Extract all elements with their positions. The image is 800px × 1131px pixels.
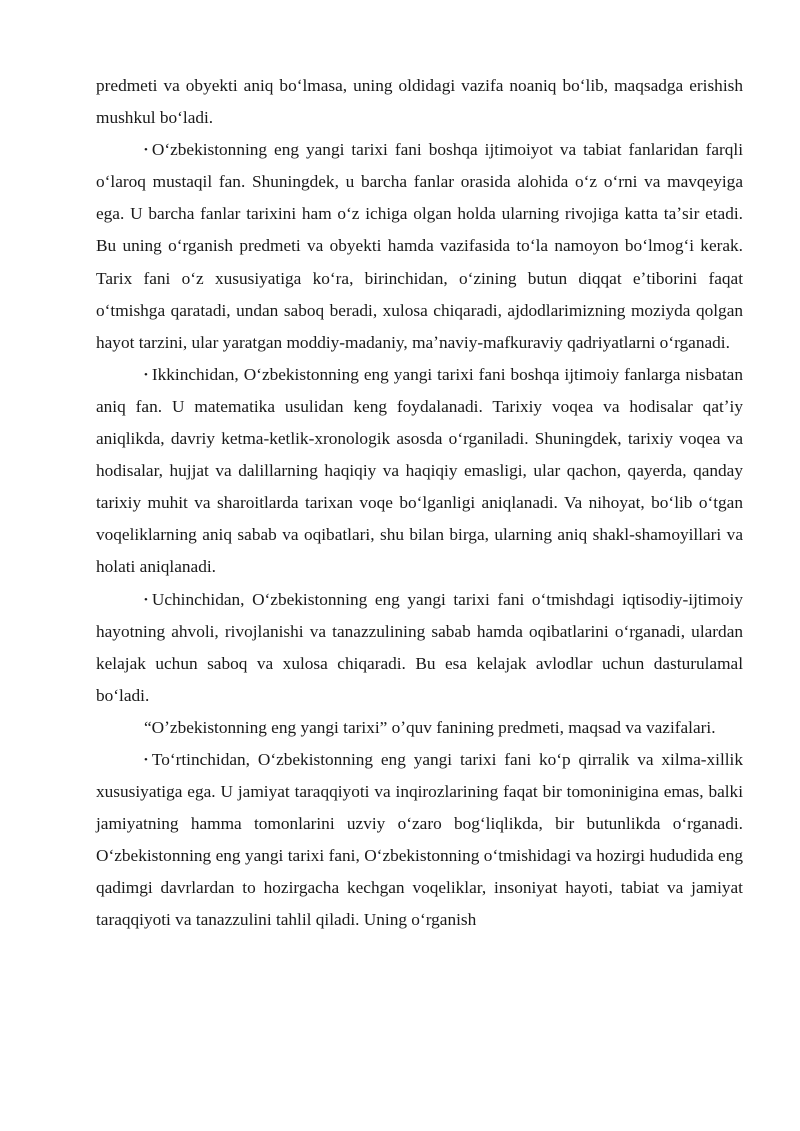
- paragraph-third-point: [96, 584, 743, 712]
- paragraph-continuation: [96, 70, 743, 134]
- paragraph-text: Toʻrtinchidan, Oʻzbekistonning eng yangi tarixi fani koʻp qirralik va xilma-xillik xususiyatiga ega. U jamiyat taraqqiyoti va inqirozlarining faqat bir tomoninigina emas, balki jamiyatning hamma tomonlarini uzviy oʻzaro bogʻliqlikda, bir butunlikda oʻrganadi. Oʻzbekistonning eng yangi tarixi fani, Oʻzbekistonning oʻtmishidagi va hozirgi hududida eng qadimgi davrlardan to hozirgacha kechgan voqeliklar, insoniyat hayoti, tabiat va jamiyat taraqqiyoti va tanazzulini tahlil qiladi. Uning oʻrganish: [96, 749, 743, 930]
- document-body: [96, 70, 743, 937]
- paragraph-fourth-point: [96, 744, 743, 937]
- bullet-icon: •: [144, 144, 148, 157]
- bullet-icon: •: [144, 368, 148, 381]
- paragraph-first-point: [96, 134, 743, 359]
- paragraph-text: Oʻzbekistonning eng yangi tarixi fani boshqa ijtimoiyot va tabiat fanlaridan farqli oʻlaroq mustaqil fan. Shuningdek, u barcha fanlar orasida alohida oʻz oʻrni va mavqeyiga ega. U barcha fanlar tarixini ham oʻz ichiga olgan holda ularning rivojiga katta taʼsir etadi. Bu uning oʻrganish predmeti va obyekti hamda vazifasida toʻla namoyon boʻlmogʻi kerak. Tarix fani oʻz xususiyatiga koʻra, birinchidan, oʻzining butun diqqat eʼtiborini faqat oʻtmishga qaratadi, undan saboq beradi, xulosa chiqaradi, ajdodlarimizning moziyda qolgan hayot tarzini, ular yaratgan moddiy-madaniy, maʼnaviy-mafkuraviy qadriyatlarni oʻrganadi.: [96, 140, 743, 352]
- bullet-icon: •: [144, 753, 148, 766]
- paragraph-text: Uchinchidan, Oʻzbekistonning eng yangi tarixi fani oʻtmishdagi iqtisodiy-ijtimoiy hayotning ahvoli, rivojlanishi va tanazzulining sabab hamda oqibatlarini oʻrganadi, ulardan kelajak uchun saboq va xulosa chiqaradi. Bu esa kelajak avlodlar uchun dasturulamal boʻladi.: [96, 589, 743, 705]
- paragraph-text: Ikkinchidan, Oʻzbekistonning eng yangi tarixi fani boshqa ijtimoiy fanlarga nisbatan aniq fan. U matematika usulidan keng foydalanadi. Tarixiy voqea va hodisalar qatʼiy aniqlikda, davriy ketma-ketlik-xronologik asosda oʻrganiladi. Shuningdek, tarixiy voqea va hodisalar, hujjat va dalillarning haqiqiy va haqiqiy emasligi, ular qachon, qayerda, qanday tarixiy muhit va sharoitlarda tarixan voqe boʻlganligi aniqlanadi. Va nihoyat, boʻlib oʻtgan voqeliklarning aniq sabab va oqibatlari, shu bilan birga, ularning aniq shakl-shamoyillari va holati aniqlanadi.: [96, 364, 743, 577]
- bullet-icon: •: [144, 593, 148, 606]
- paragraph-second-point: [96, 359, 743, 584]
- paragraph-text: predmeti va obyekti aniq boʻlmasa, uning oldidagi vazifa noaniq boʻlib, maqsadga erishish mushkul boʻladi.: [96, 76, 743, 128]
- paragraph-text: “Oʼzbekistonning eng yangi tarixi” oʼquv fanining predmeti, maqsad va vazifalari.: [144, 717, 716, 737]
- paragraph-subject-heading: [96, 712, 743, 744]
